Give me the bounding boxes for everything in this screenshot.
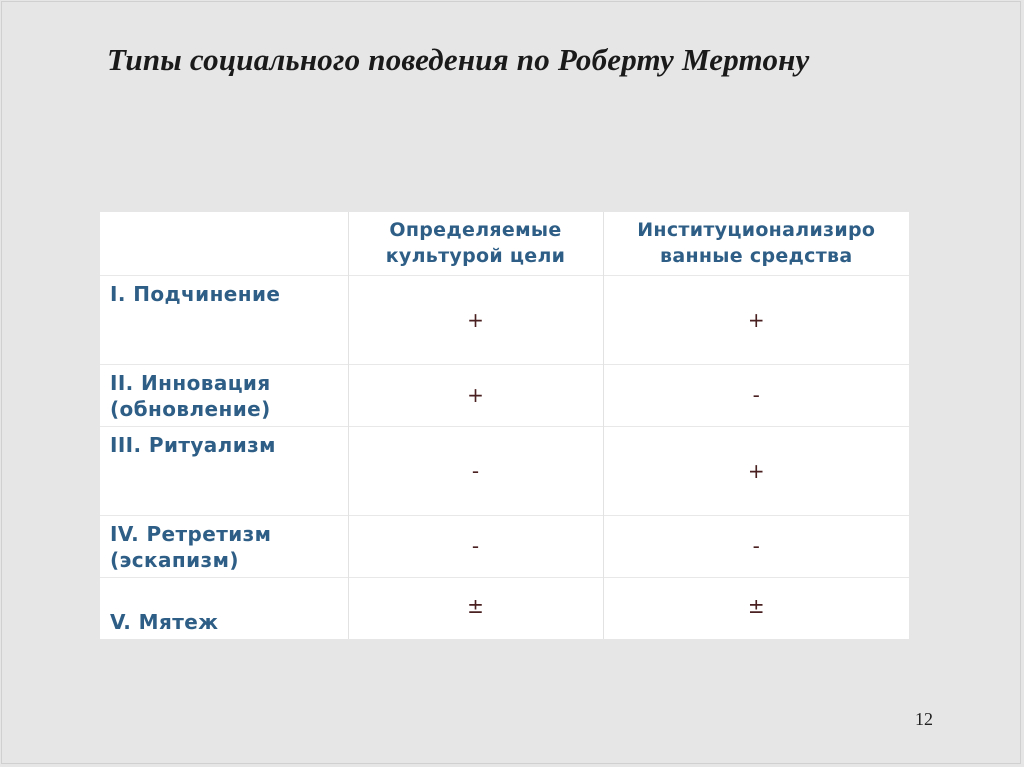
header-cultural-goals-line2: культурой цели (385, 245, 566, 268)
row-label-line: II. Инновация (110, 370, 271, 395)
cell-goals: - (348, 426, 603, 515)
header-cultural-goals (348, 212, 603, 275)
merton-typology-table (100, 212, 909, 639)
header-empty-cell (100, 212, 348, 275)
row-label-line: I. Подчинение (110, 281, 281, 306)
header-institutional-means-line2: ванные средства (660, 245, 853, 268)
table-row (100, 577, 909, 639)
row-label-conformity (100, 275, 348, 364)
row-label-retreatism (100, 515, 348, 577)
row-label-line: V. Мятеж (110, 610, 219, 634)
cell-goals: + (348, 275, 603, 364)
row-label-line: (обновление) (110, 396, 271, 421)
row-label-ritualism (100, 426, 348, 515)
header-institutional-means (603, 212, 909, 275)
cell-means: - (603, 364, 909, 426)
cell-goals: ± (348, 577, 603, 639)
header-institutional-means-line1: Институционализиро (637, 219, 876, 242)
slide-title: Типы социального поведения по Роберту Мертону (107, 42, 810, 77)
cell-means: + (603, 275, 909, 364)
cell-means: + (603, 426, 909, 515)
row-label-innovation (100, 364, 348, 426)
table-row (100, 364, 909, 426)
cell-goals: + (348, 364, 603, 426)
table-row (100, 275, 909, 364)
cell-means: ± (603, 577, 909, 639)
page-number: 12 (915, 709, 933, 729)
table-row (100, 426, 909, 515)
row-label-rebellion (100, 577, 348, 639)
table-row (100, 515, 909, 577)
table-header-row (100, 212, 909, 275)
header-cultural-goals-line1: Определяемые (389, 219, 562, 242)
row-label-line: (эскапизм) (110, 547, 239, 572)
cell-goals: - (348, 515, 603, 577)
row-label-line: IV. Ретретизм (110, 521, 272, 546)
cell-means: - (603, 515, 909, 577)
row-label-line: III. Ритуализм (110, 432, 276, 457)
